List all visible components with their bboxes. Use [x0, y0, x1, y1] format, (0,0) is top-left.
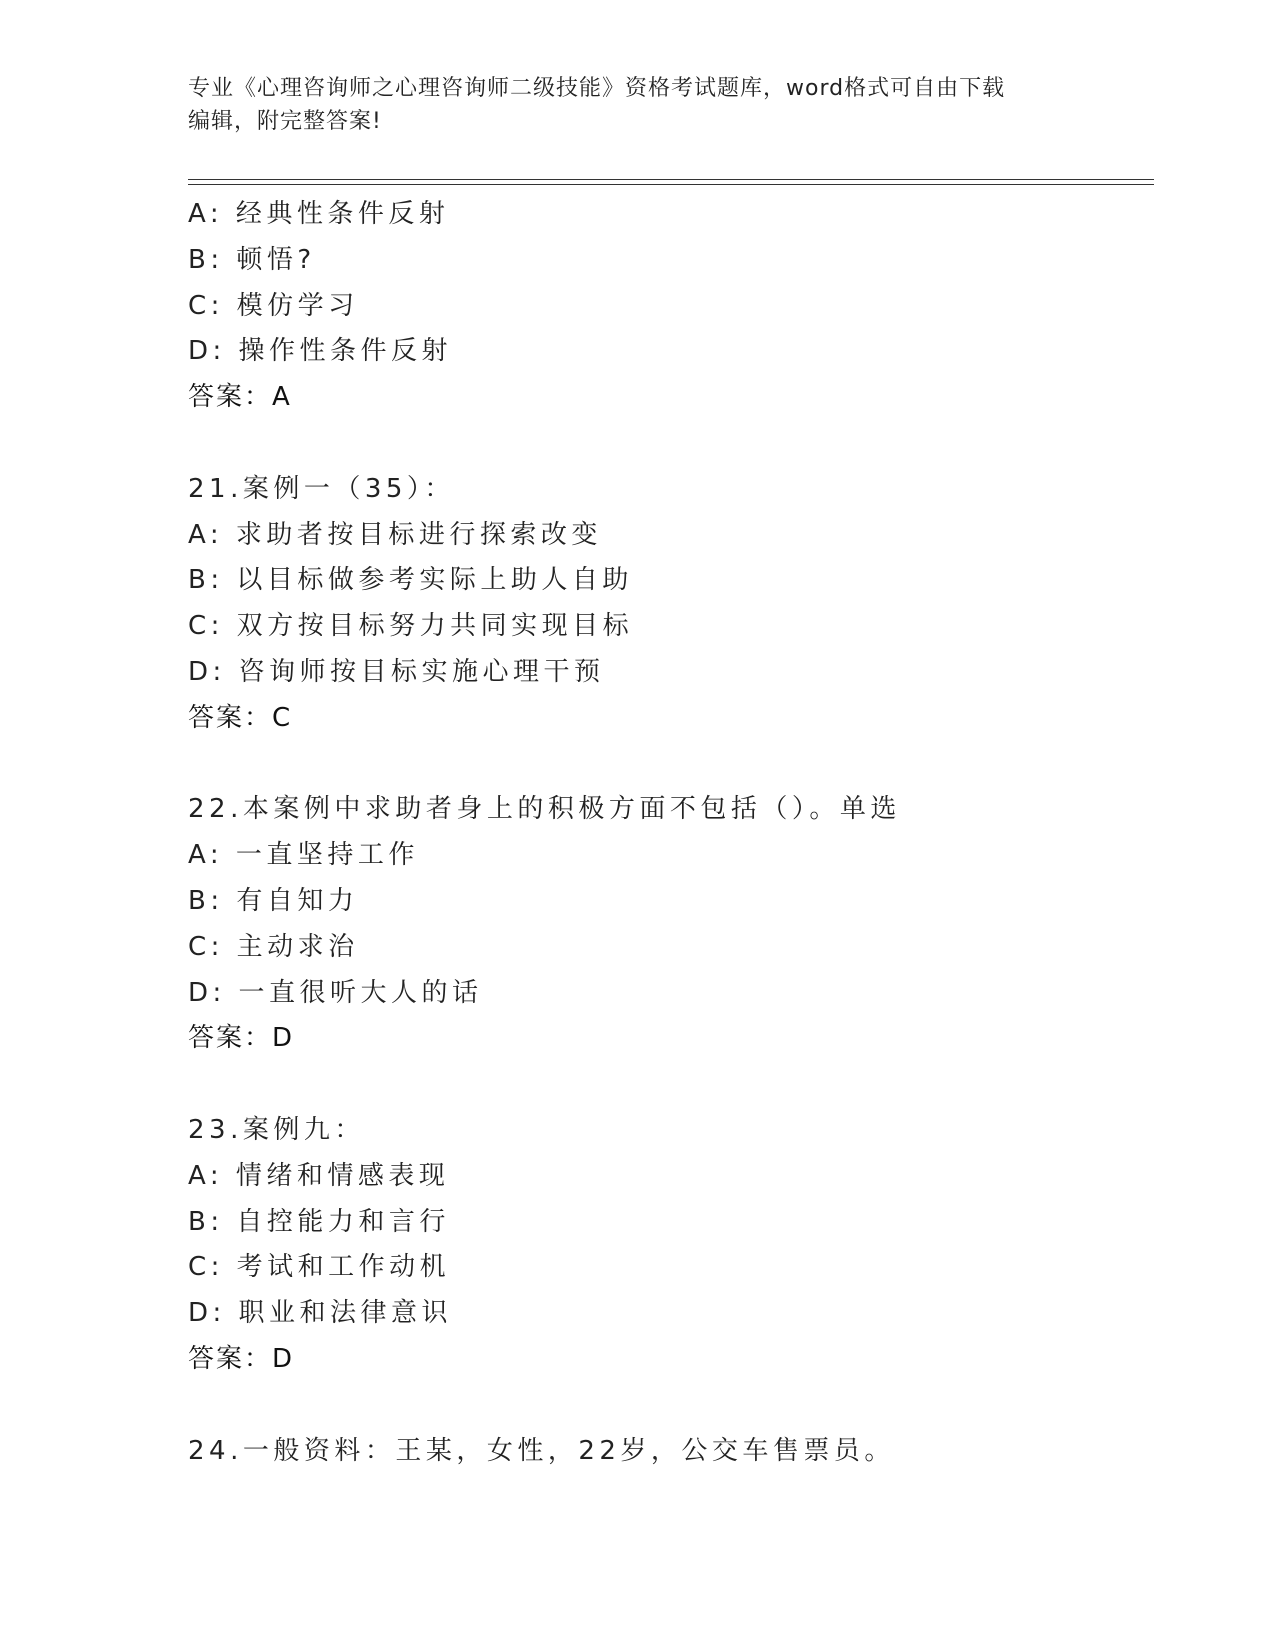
answer-line: 答案：D [188, 1343, 295, 1374]
question-spacer [188, 1062, 1154, 1108]
option-b: B: 以目标做参考实际上助人自助 [188, 565, 633, 596]
header-line-1: 专业《心理咨询师之心理咨询师二级技能》资格考试题库，word格式可自由下载 [188, 76, 1006, 101]
option-c: C: 考试和工作动机 [188, 1252, 451, 1283]
question-22-block [188, 787, 1154, 1062]
question-21-block [188, 467, 1154, 742]
question-spacer [188, 742, 1154, 788]
question-spacer [188, 421, 1154, 467]
question-title: 24.一般资料：王某，女性，22岁，公交车售票员。 [188, 1435, 895, 1466]
option-a: A: 一直坚持工作 [188, 840, 419, 871]
question-24-block [188, 1429, 1154, 1475]
option-a: A: 情绪和情感表现 [188, 1160, 450, 1191]
option-c: C: 主动求治 [188, 931, 359, 962]
question-title: 23.案例九： [188, 1114, 365, 1145]
question-spacer [188, 1383, 1154, 1429]
question-list [188, 192, 1154, 1474]
option-c: C: 双方按目标努力共同实现目标 [188, 611, 634, 642]
answer-line: 答案：C [188, 702, 293, 733]
option-c: C: 模仿学习 [188, 290, 359, 321]
question-title: 21.案例一（35）： [188, 473, 455, 504]
answer-line: 答案：A [188, 382, 292, 413]
option-d: D: 咨询师按目标实施心理干预 [188, 656, 605, 687]
option-a: A: 经典性条件反射 [188, 199, 450, 229]
option-d: D: 操作性条件反射 [188, 336, 453, 367]
question-20-block [188, 192, 1154, 421]
document-header [188, 72, 1108, 138]
option-b: B: 顿悟? [188, 244, 316, 275]
option-b: B: 自控能力和言行 [188, 1206, 450, 1237]
option-b: B: 有自知力 [188, 885, 359, 916]
header-divider-bottom [188, 184, 1154, 185]
header-line-2: 编辑，附完整答案! [188, 109, 382, 134]
option-d: D: 职业和法律意识 [188, 1298, 453, 1329]
question-23-block [188, 1108, 1154, 1383]
question-title: 22.本案例中求助者身上的积极方面不包括（）。单选 [188, 794, 901, 825]
header-divider-top [188, 179, 1154, 180]
answer-line: 答案：D [188, 1023, 295, 1054]
option-d: D: 一直很听大人的话 [188, 977, 483, 1008]
option-a: A: 求助者按目标进行探索改变 [188, 519, 602, 550]
